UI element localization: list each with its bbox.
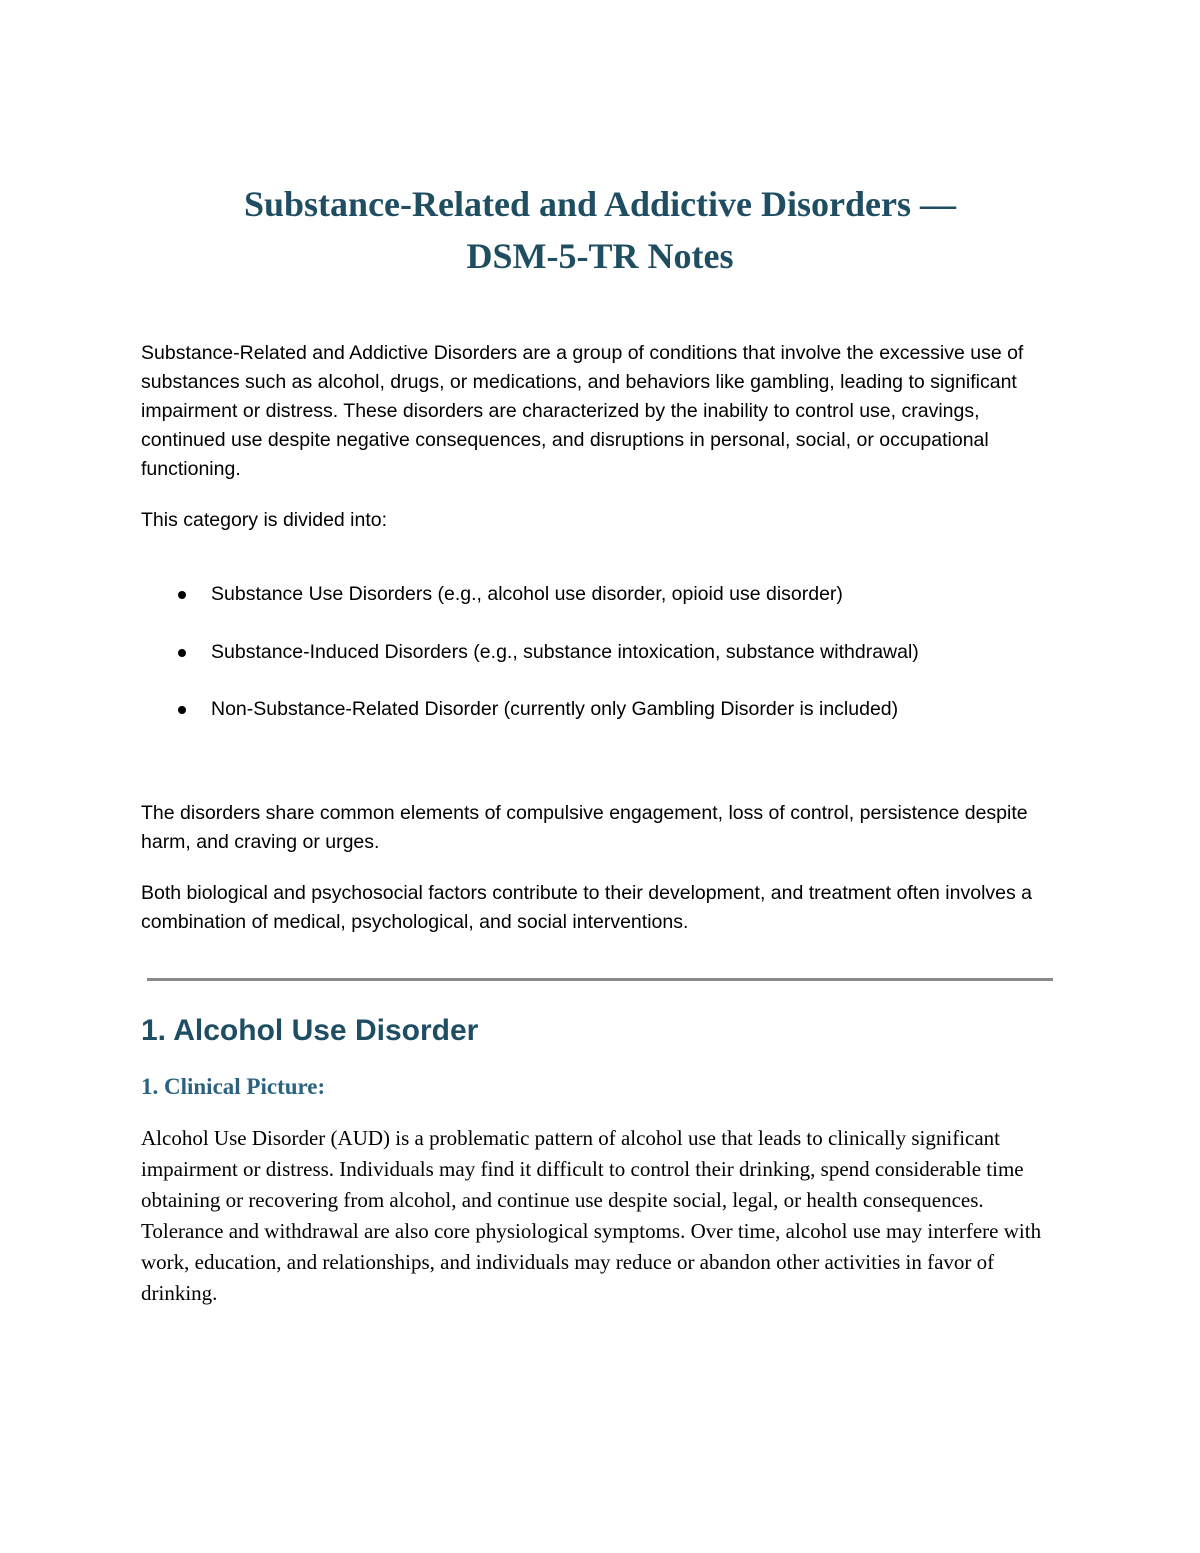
factors-paragraph: Both biological and psychosocial factors contribute to their development, and treatment often involves a combination of medical, psychological, and social interventions.	[141, 882, 1033, 933]
bullet-icon	[178, 706, 186, 714]
list-item-text: Substance Use Disorders (e.g., alcohol use disorder, opioid use disorder)	[211, 583, 843, 605]
subsection-heading: 1. Clinical Picture:	[141, 1074, 326, 1099]
bullet-icon	[178, 649, 186, 657]
title-line-1: Substance-Related and Addictive Disorders —	[243, 184, 957, 224]
list-item	[141, 638, 1061, 667]
section-divider	[147, 978, 1053, 981]
list-item	[141, 580, 1061, 609]
intro-paragraph: Substance-Related and Addictive Disorders are a group of conditions that involve the excessive use of substances such as alcohol, drugs, or medications, and behaviors like gambling, leading to significant impairment or distress. These disorders are characterized by the inability to control use, cravings, continued use despite negative consequences, and disruptions in personal, social, or occupational functioning.	[141, 342, 1024, 480]
list-item-text: Substance-Induced Disorders (e.g., substance intoxication, substance withdrawal)	[211, 641, 919, 663]
list-item-text: Non-Substance-Related Disorder (currently only Gambling Disorder is included)	[211, 698, 899, 720]
shared-elements-paragraph: The disorders share common elements of compulsive engagement, loss of control, persistence despite harm, and craving or urges.	[141, 802, 1028, 853]
bullet-icon	[178, 591, 186, 599]
document-title	[140, 178, 1060, 282]
section-heading: 1. Alcohol Use Disorder	[141, 1014, 479, 1047]
category-lead: This category is divided into:	[141, 509, 388, 531]
title-line-2: DSM-5-TR Notes	[466, 236, 734, 276]
list-item	[141, 695, 1061, 724]
clinical-picture-paragraph: Alcohol Use Disorder (AUD) is a problematic pattern of alcohol use that leads to clinically significant impairment or distress. Individuals may find it difficult to control their drinking, spend considerable time obtaining or recovering from alcohol, and continue use despite social, legal, or health consequences. Tolerance and withdrawal are also core physiological symptoms. Over time, alcohol use may interfere with work, education, and relationships, and individuals may reduce or abandon other activities in favor of drinking.	[141, 1126, 1042, 1305]
